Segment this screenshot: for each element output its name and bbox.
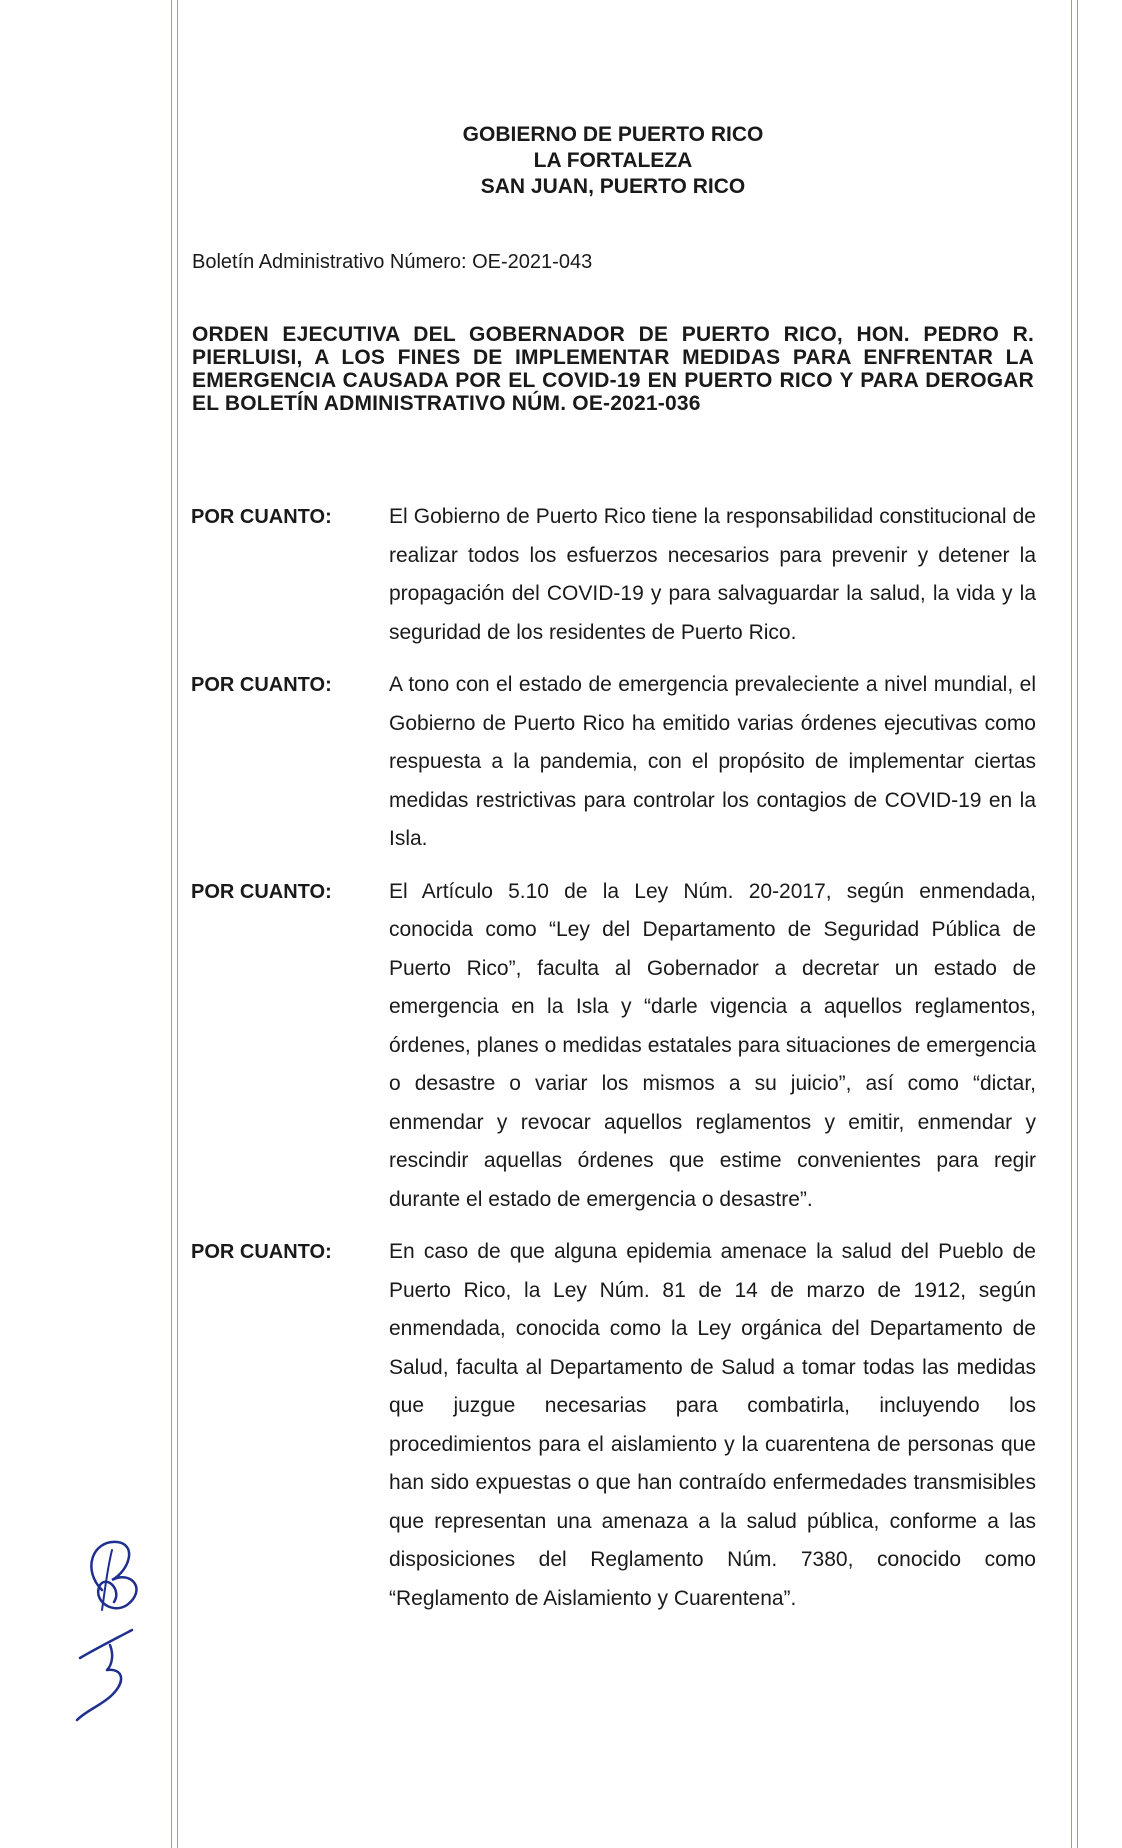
header-line-city: SAN JUAN, PUERTO RICO [480, 175, 746, 198]
header-line-fortaleza: LA FORTALEZA [533, 149, 693, 172]
clauses-list [190, 498, 1036, 1632]
right-margin-line-1 [1071, 0, 1072, 1848]
left-margin-line-1 [171, 0, 172, 1848]
handwritten-initials-icon [72, 1530, 162, 1730]
clause-text: A tono con el estado de emergencia prevaleciente a nivel mundial, el Gobierno de Puerto Rico ha emitido varias órdenes ejecutivas como respuesta a la pandemia, con el propósito de implementar ciertas medidas restrictivas para controlar los contagios de COVID-19 en la Isla. [389, 673, 1036, 850]
clause-label: POR CUANTO: [191, 880, 332, 903]
clause-label: POR CUANTO: [191, 674, 332, 696]
clause-item [190, 666, 1036, 859]
left-margin-line-2 [177, 0, 178, 1848]
clause-label: POR CUANTO: [191, 506, 332, 528]
clause-item [190, 498, 1036, 652]
document-header [190, 122, 1036, 200]
clause-text: El Artículo 5.10 de la Ley Núm. 20-2017, según enmendada, conocida como “Ley del Departamento de Seguridad Pública de Puerto Rico”, faculta al Gobernador a decretar un estado de emergencia en la Isla y “darle vigencia a aquellos reglamentos, órdenes, planes o medidas estatales para situaciones de emergencia o desastre o variar los mismos a su juicio”, así como “dictar, enmendar y revocar aquellos reglamentos y emitir, enmendar y rescindir aquellas órdenes que estime convenientes para regir durante el estado de emergencia o desastre”. [389, 879, 1036, 1211]
clause-item [190, 873, 1036, 1220]
clause-text: El Gobierno de Puerto Rico tiene la responsabilidad constitucional de realizar todos los esfuerzos necesarios para prevenir y detener la propagación del COVID-19 y para salvaguardar la salud, la vida y la seguridad de los residentes de Puerto Rico. [389, 505, 1036, 644]
boletin-number: Boletín Administrativo Número: OE-2021-043 [192, 251, 593, 273]
clause-label: POR CUANTO: [191, 1241, 332, 1263]
right-margin-line-2 [1077, 0, 1078, 1848]
header-line-government: GOBIERNO DE PUERTO RICO [462, 123, 764, 146]
clause-text: En caso de que alguna epidemia amenace la salud del Pueblo de Puerto Rico, la Ley Núm. 81 de 14 de marzo de 1912, según enmendada, conocida como la Ley orgánica del Departamento de Salud, faculta al Departamento de Salud a tomar todas las medidas que juzgue necesarias para combatirla, incluyendo los procedimientos para el aislamiento y la cuarentena de personas que han sido expuestas o que han contraído enfermedades transmisibles que representan una amenaza a la salud pública, conforme a las disposiciones del Reglamento Núm. 7380, conocido como “Reglamento de Aislamiento y Cuarentena”. [389, 1240, 1036, 1610]
order-title: ORDEN EJECUTIVA DEL GOBERNADOR DE PUERTO RICO, HON. PEDRO R. PIERLUISI, A LOS FINES DE IMPLEMENTAR MEDIDAS PARA ENFRENTAR LA EMERGENCIA CAUSADA POR EL COVID-19 EN PUERTO RICO Y PARA DEROGAR EL BOLETÍN ADMINISTRATIVO NÚM. OE-2021-036 [192, 323, 1034, 415]
clause-item [190, 1233, 1036, 1618]
